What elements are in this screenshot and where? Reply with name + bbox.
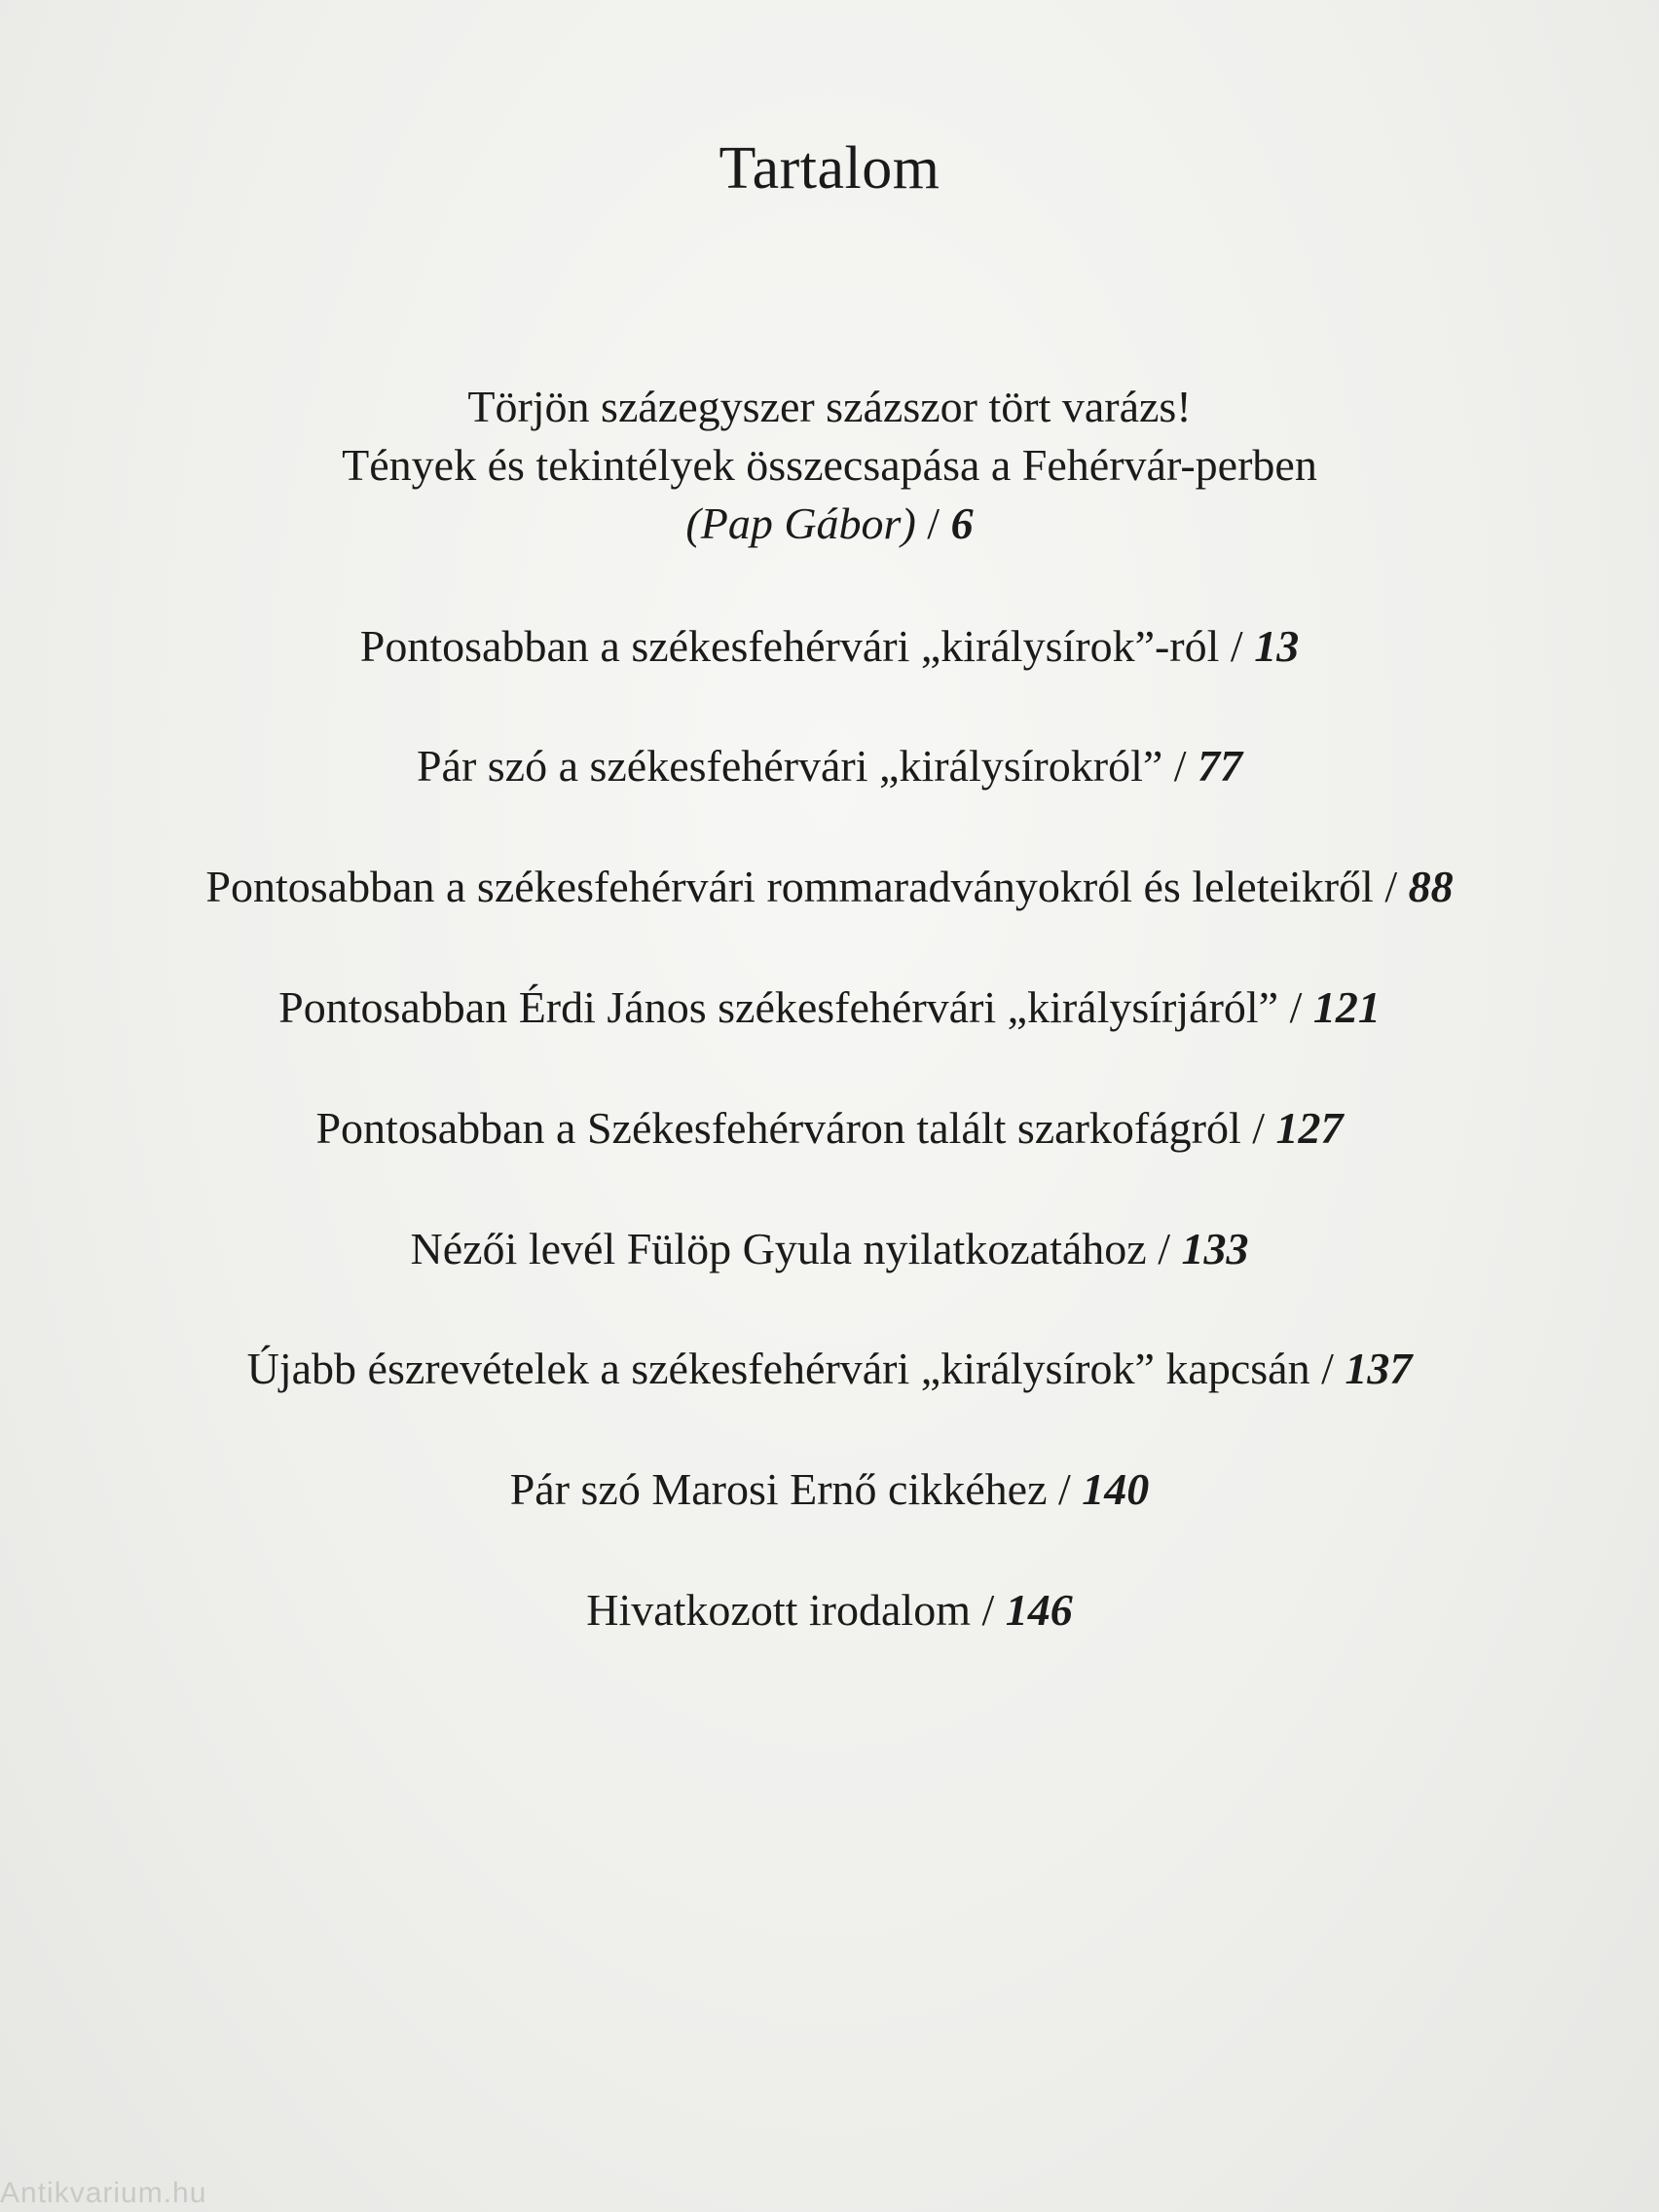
- toc-entry-author-line: [0, 495, 1659, 553]
- toc-entry-title-line-1: Törjön százegyszer százszor tört varázs!: [467, 382, 1192, 431]
- toc-separator: /: [970, 1585, 1006, 1635]
- toc-separator: /: [1373, 862, 1409, 911]
- toc-page-number: 6: [950, 498, 974, 548]
- toc-entry-title: Újabb észrevételek a székesfehérvári „királysírok” kapcsán: [246, 1344, 1310, 1393]
- toc-page-number: 133: [1181, 1224, 1249, 1273]
- toc-entry: [0, 378, 1659, 553]
- toc-entry: [0, 1460, 1659, 1519]
- toc-page-number: 13: [1254, 621, 1300, 671]
- toc-entry: [0, 1340, 1659, 1398]
- toc-entry: [0, 737, 1659, 795]
- toc-entry: [0, 978, 1659, 1037]
- toc-entry-title: Pár szó a székesfehérvári „királysírokról”: [416, 741, 1163, 791]
- toc-page-number: 140: [1082, 1464, 1150, 1514]
- toc-separator: /: [1047, 1464, 1083, 1514]
- toc-separator: /: [1240, 1103, 1276, 1153]
- toc-entry-title: Pár szó Marosi Ernő cikkéhez: [509, 1464, 1048, 1514]
- toc-separator: /: [1162, 741, 1198, 791]
- toc-page-number: 77: [1198, 741, 1243, 791]
- toc-entry-title: Pontosabban Érdi János székesfehérvári „királysírjáról”: [278, 982, 1279, 1032]
- toc-entry-author: (Pap Gábor): [685, 498, 916, 548]
- page-title: Tartalom: [719, 135, 940, 202]
- toc-page-number: 137: [1345, 1344, 1413, 1393]
- toc-entry: [0, 617, 1659, 676]
- toc-entry-title: Hivatkozott irodalom: [586, 1585, 971, 1635]
- toc-entry-title: Nézői levél Fülöp Gyula nyilatkozatához: [410, 1224, 1147, 1273]
- toc-entry: [0, 1581, 1659, 1640]
- toc-entry: [0, 1220, 1659, 1278]
- toc-entry: [0, 1099, 1659, 1158]
- toc-separator: /: [1219, 621, 1255, 671]
- toc-entry-title: Pontosabban a Székesfehérváron talált szarkofágról: [315, 1103, 1241, 1153]
- toc-page-number: 127: [1275, 1103, 1344, 1153]
- toc-page-number: 88: [1408, 862, 1454, 911]
- toc-entry-title: Pontosabban a székesfehérvári „királysírok”-ról: [359, 621, 1220, 671]
- watermark-text: Antikvarium.hu: [0, 2177, 207, 2209]
- toc-separator: /: [1278, 982, 1313, 1032]
- toc-separator: /: [1146, 1224, 1182, 1273]
- toc-entry-title-line-2: Tények és tekintélyek összecsapása a Fehérvár-perben: [342, 440, 1317, 490]
- toc-separator: /: [1309, 1344, 1346, 1393]
- toc-separator: /: [915, 498, 951, 548]
- toc-page-number: 146: [1005, 1585, 1073, 1635]
- toc-entry-title: Pontosabban a székesfehérvári rommaradványokról és leleteikről: [205, 862, 1374, 911]
- toc-entry: [0, 858, 1659, 916]
- toc-page-number: 121: [1312, 982, 1381, 1032]
